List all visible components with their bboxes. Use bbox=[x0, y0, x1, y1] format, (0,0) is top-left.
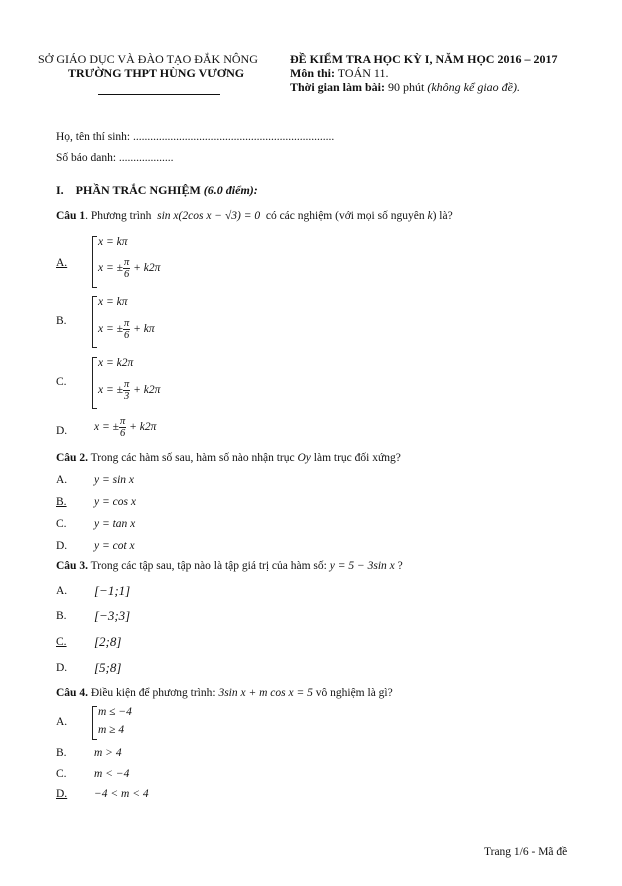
q1-c-num: π bbox=[123, 379, 130, 390]
q3-d-value: [5;8] bbox=[94, 660, 122, 675]
header-divider bbox=[98, 94, 220, 95]
q1-a-fraction bbox=[123, 257, 130, 280]
exam-time bbox=[290, 80, 520, 95]
q1-d-value bbox=[94, 416, 156, 439]
time-value: 90 phút bbox=[385, 80, 428, 94]
q1-option-d[interactable]: D. bbox=[56, 425, 68, 437]
exam-subject bbox=[290, 66, 388, 81]
q4-option-a[interactable]: A. bbox=[56, 716, 68, 728]
q4-a-system-bracket bbox=[92, 706, 97, 740]
q1-a-line2 bbox=[98, 257, 160, 280]
question-3-label: Câu 3. bbox=[56, 560, 88, 572]
section-points: (6.0 điểm): bbox=[203, 183, 258, 197]
student-id-field[interactable]: Số báo danh: ................... bbox=[56, 152, 174, 164]
q1-option-a[interactable]: A. bbox=[56, 257, 68, 269]
school-name: TRƯỜNG THPT HÙNG VƯƠNG bbox=[68, 66, 245, 80]
q1-a-pre: x = ± bbox=[98, 262, 123, 275]
q4-option-d[interactable]: D. bbox=[56, 788, 68, 800]
question-1-label: Câu 1 bbox=[56, 210, 86, 222]
question-2-axis: Oy bbox=[297, 452, 311, 464]
question-3 bbox=[56, 560, 403, 572]
question-3-text: Trong các tập sau, tập nào là tập giá trị của hàm số: bbox=[87, 560, 330, 572]
q1-b-num: π bbox=[123, 318, 130, 329]
q1-d-pre: x = ± bbox=[94, 421, 119, 434]
q1-d-post: + k2π bbox=[129, 421, 157, 434]
question-2-text-end: làm trục đối xứng? bbox=[310, 452, 401, 464]
department-name: SỞ GIÁO DỤC VÀ ĐÀO TẠO ĐẮK NÔNG bbox=[38, 52, 258, 66]
question-1-text-after: có các nghiệm (với mọi số nguyên bbox=[265, 210, 428, 222]
subject-value: TOÁN 11. bbox=[335, 66, 389, 80]
q3-b-value: [−3;3] bbox=[94, 608, 131, 623]
q1-a-post: + k2π bbox=[133, 262, 161, 275]
q1-c-den: 3 bbox=[123, 391, 130, 402]
q4-c-value: m < −4 bbox=[94, 768, 130, 780]
q1-c-system-bracket bbox=[92, 357, 97, 409]
q1-c-fraction bbox=[123, 379, 130, 402]
q3-option-a[interactable]: A. bbox=[56, 585, 68, 597]
q4-option-c[interactable]: C. bbox=[56, 768, 67, 780]
q3-c-value: [2;8] bbox=[94, 634, 122, 649]
q4-a-line1: m ≤ −4 bbox=[98, 706, 132, 718]
q1-d-num: π bbox=[119, 416, 126, 427]
q3-option-c[interactable]: C. bbox=[56, 636, 67, 648]
q1-d-fraction bbox=[119, 416, 126, 439]
q2-b-value: y = cos x bbox=[94, 496, 136, 508]
q2-c-value: y = tan x bbox=[94, 518, 136, 530]
q1-c-line2 bbox=[98, 379, 160, 402]
question-1-k: k bbox=[427, 210, 433, 222]
q2-option-b[interactable]: B. bbox=[56, 496, 67, 508]
time-label: Thời gian làm bài: bbox=[290, 80, 385, 94]
q2-option-c[interactable]: C. bbox=[56, 518, 67, 530]
q1-c-post: + k2π bbox=[133, 384, 161, 397]
page-footer: Trang 1/6 - Mã đề bbox=[484, 846, 568, 858]
q1-a-num: π bbox=[123, 257, 130, 268]
question-3-equation: y = 5 − 3sin x bbox=[329, 560, 395, 572]
time-note: (không kể giao đề). bbox=[427, 80, 520, 94]
q3-a-value: [−1;1] bbox=[94, 583, 131, 598]
q4-d-value: −4 < m < 4 bbox=[94, 788, 149, 800]
section-number: I. bbox=[56, 183, 64, 197]
question-4-equation: 3sin x + m cos x = 5 bbox=[218, 687, 313, 699]
section-heading bbox=[56, 183, 258, 198]
q1-a-line1: x = kπ bbox=[98, 236, 128, 248]
question-2 bbox=[56, 452, 401, 464]
q1-option-b[interactable]: B. bbox=[56, 315, 67, 327]
q1-b-fraction bbox=[123, 318, 130, 341]
q1-option-c[interactable]: C. bbox=[56, 376, 67, 388]
q1-b-post: + kπ bbox=[133, 323, 155, 336]
q1-b-line2 bbox=[98, 318, 155, 341]
q3-option-d[interactable]: D. bbox=[56, 662, 68, 674]
q3-option-b[interactable]: B. bbox=[56, 610, 67, 622]
question-1-equation: sin x(2cos x − √3) = 0 bbox=[157, 210, 261, 222]
question-2-text: Trong các hàm số sau, hàm số nào nhận trục bbox=[87, 452, 298, 464]
question-4-label: Câu 4. bbox=[56, 687, 88, 699]
question-1-text-end: ) là? bbox=[432, 210, 453, 222]
question-2-label: Câu 2. bbox=[56, 452, 88, 464]
q1-b-pre: x = ± bbox=[98, 323, 123, 336]
q1-a-system-bracket bbox=[92, 236, 97, 288]
q1-c-pre: x = ± bbox=[98, 384, 123, 397]
q4-b-value: m > 4 bbox=[94, 747, 122, 759]
q1-b-line1: x = kπ bbox=[98, 296, 128, 308]
section-title: PHẦN TRẮC NGHIỆM bbox=[75, 183, 201, 197]
q1-a-den: 6 bbox=[123, 269, 130, 280]
q2-option-a[interactable]: A. bbox=[56, 474, 68, 486]
q1-b-system-bracket bbox=[92, 296, 97, 348]
q4-a-line2: m ≥ 4 bbox=[98, 724, 125, 736]
q1-d-den: 6 bbox=[119, 428, 126, 439]
question-1 bbox=[56, 210, 453, 222]
question-4 bbox=[56, 687, 393, 699]
q2-a-value: y = sin x bbox=[94, 474, 135, 486]
question-4-text: Điều kiện để phương trình: bbox=[87, 687, 219, 699]
question-3-text-end: ? bbox=[394, 560, 403, 572]
exam-title: ĐỀ KIỂM TRA HỌC KỲ I, NĂM HỌC 2016 – 2017 bbox=[290, 52, 558, 66]
q1-c-line1: x = k2π bbox=[98, 357, 134, 369]
q2-option-d[interactable]: D. bbox=[56, 540, 68, 552]
student-name-field[interactable]: Họ, tên thí sinh: ...................................................................... bbox=[56, 131, 335, 143]
q4-option-b[interactable]: B. bbox=[56, 747, 67, 759]
subject-label: Môn thi: bbox=[290, 66, 335, 80]
q2-d-value: y = cot x bbox=[94, 540, 135, 552]
question-1-text: . Phương trình bbox=[85, 210, 152, 222]
question-4-text-end: vô nghiệm là gì? bbox=[312, 687, 393, 699]
q1-b-den: 6 bbox=[123, 330, 130, 341]
